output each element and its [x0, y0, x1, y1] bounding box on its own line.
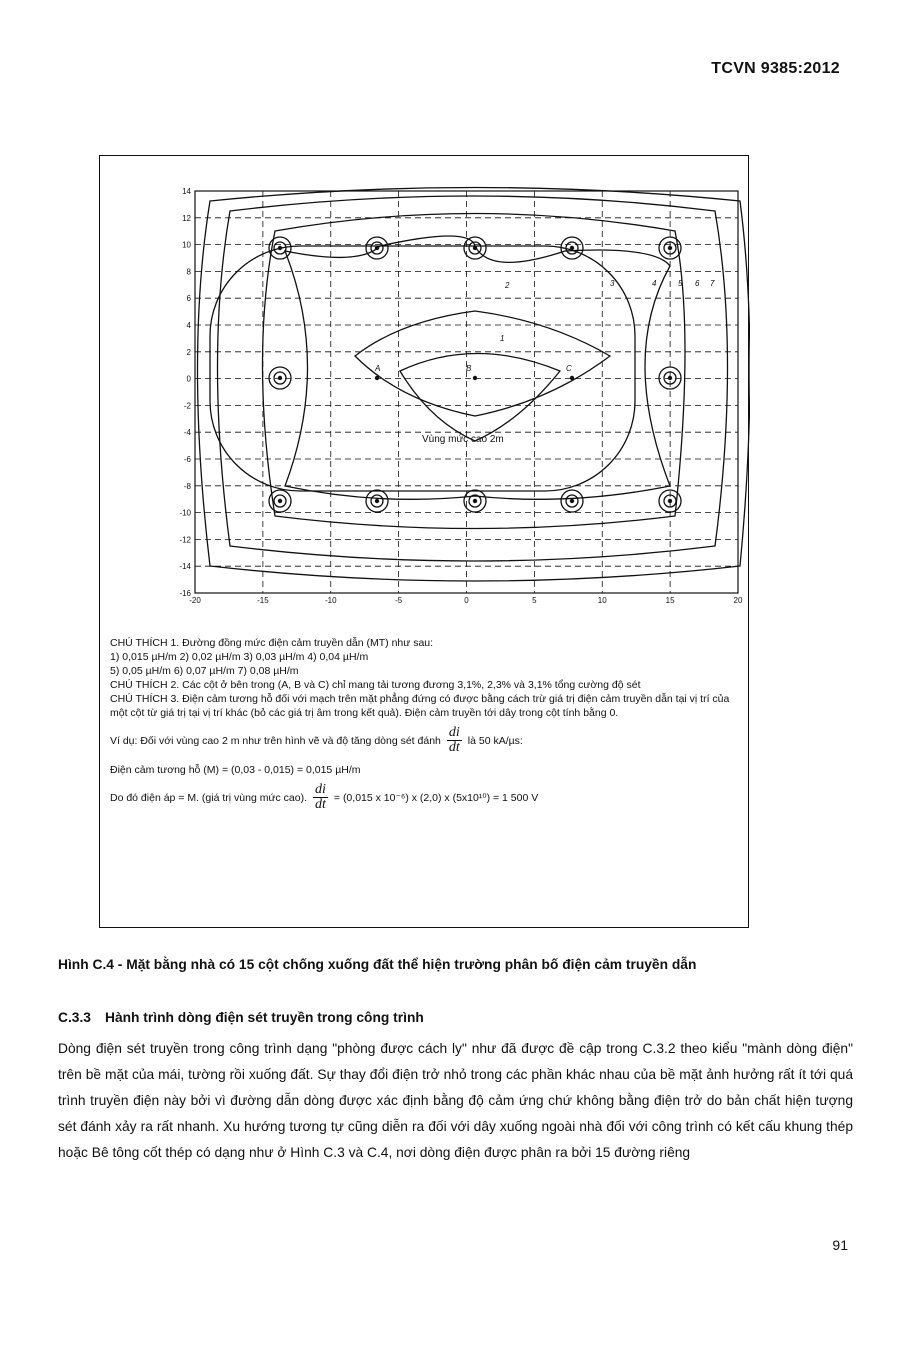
di-dt-fraction-2: [313, 783, 328, 812]
x-tick-label: -20: [189, 596, 201, 605]
contour-number: 2: [505, 281, 510, 290]
y-tick-label: -16: [179, 589, 191, 598]
column-marker: [464, 237, 486, 259]
column-marker: [464, 490, 486, 512]
page-number: 91: [832, 1237, 848, 1253]
column-marker: [473, 376, 477, 380]
y-tick-label: -10: [179, 508, 191, 518]
y-axis-ticks: [179, 187, 191, 598]
figure-notes: [110, 636, 740, 812]
contour-2: [263, 214, 686, 529]
region-label: Vùng mức cao 2m: [422, 434, 504, 445]
y-tick-label: 2: [186, 347, 191, 357]
x-tick-label: -15: [257, 596, 269, 605]
di-dt-fraction: [447, 726, 462, 755]
body-paragraph: [58, 1036, 853, 1166]
contour-plot: [100, 156, 750, 626]
y-tick-label: -6: [183, 455, 191, 464]
section-title: Hành trình dòng điện sét truyền trong công trình: [104, 1010, 424, 1025]
x-tick-label: -5: [395, 596, 403, 605]
note-2: CHÚ THÍCH 2. Các cột ở bên trong (A, B và C) chỉ mang tải tương đương 3,1%, 2,3% và 3,1% tổng cường độ sét: [110, 679, 641, 691]
column-marker: [366, 490, 388, 512]
y-tick-label: 14: [182, 187, 191, 196]
note-1-row-1: 1) 0,015 µH/m 2) 0,02 µH/m 3) 0,03 µH/m 4) 0,04 µH/m: [110, 651, 369, 663]
section-heading: [58, 1010, 438, 1025]
column-label-c: C: [566, 364, 572, 373]
frac-denominator-2: dt: [315, 797, 326, 812]
x-axis-ticks: [189, 596, 743, 605]
column-marker: [269, 367, 291, 389]
contour-number: 3: [610, 279, 615, 288]
example-rate: là 50 kA/µs:: [467, 734, 523, 747]
y-tick-label: -2: [183, 401, 191, 411]
column-marker: [561, 490, 583, 512]
voltage-text: Do đó điện áp = M. (giá trị vùng mức cao).: [110, 791, 307, 804]
y-tick-label: -12: [179, 535, 191, 545]
section-number: C.3.3: [58, 1010, 91, 1025]
y-tick-label: 4: [186, 321, 191, 330]
column-marker: [570, 376, 574, 380]
note-1: CHÚ THÍCH 1. Đường đồng mức điện cảm truyền dẫn (MT) như sau:: [110, 637, 434, 649]
x-tick-label: 15: [665, 596, 675, 605]
note-1-row-2: 5) 0,05 µH/m 6) 0,07 µH/m 7) 0,08 µH/m: [110, 665, 299, 677]
figure-frame: [99, 155, 749, 928]
figure-caption: Hình C.4 - Mặt bằng nhà có 15 cột chống xuống đất thể hiện trường phân bố điện cảm truyền dẫn: [58, 957, 697, 972]
frac-numerator-2: di: [315, 782, 326, 797]
example-text: Ví dụ: Đối với vùng cao 2 m như trên hình vẽ và độ tăng dòng sét đánh: [110, 734, 441, 747]
y-tick-label: 0: [186, 374, 191, 384]
y-tick-label: -14: [179, 562, 191, 572]
voltage-result: = (0,015 x 10⁻⁶) x (2,0) x (5x10¹⁰) = 1 500 V: [333, 791, 539, 804]
body-text: Dòng điện sét truyền trong công trình dạng "phòng được cách ly" như đã được đề cập trong C.3.2 theo kiểu "mành dòng điện" trên bề mặt của mái, tường rồi xuống đất. Sự thay đổi điện trở nhỏ trong các phần khác nhau của bề mặt ảnh hưởng rất ít tới quá trình truyền điện này bởi vì đường dẫn dòng được xác định bằng độ cảm ứng chứ không bằng điện trở do bản chất hiện tượng sét đánh xảy ra rất nhanh. Xu hướng tương tự cũng diễn ra đối với dây xuống ngoài nhà đối với công trình có kết cấu khung thép hoặc Bê tông cốt thép có dạng như ở Hình C.3 và C.4, nơi dòng điện được phân ra bởi 15 đường riêng: [58, 1041, 853, 1160]
y-tick-label: 6: [186, 294, 191, 304]
column-marker: [366, 237, 388, 259]
y-tick-label: -4: [183, 428, 191, 438]
column-label-a: A: [375, 364, 381, 373]
contour-number: 6: [695, 279, 700, 288]
frac-denominator: dt: [448, 740, 460, 755]
contour-6: [400, 354, 560, 442]
x-tick-label: 5: [532, 596, 537, 605]
contour-number: 7: [710, 279, 715, 288]
contour-number: 4: [652, 279, 657, 288]
y-tick-label: 8: [186, 267, 191, 277]
column-labels: [374, 364, 572, 373]
y-tick-label: 10: [182, 240, 191, 250]
y-tick-label: 12: [182, 213, 191, 223]
x-tick-label: 20: [733, 596, 743, 605]
column-label-b: B: [466, 364, 472, 373]
plot-grid: [195, 191, 738, 593]
frac-numerator: di: [448, 725, 460, 740]
x-tick-label: -10: [324, 596, 337, 605]
contour-number: 5: [678, 279, 683, 288]
y-tick-label: -8: [183, 481, 191, 491]
voltage-line: [110, 783, 740, 812]
column-marker: [375, 376, 379, 380]
mutual-inductance: Điện cảm tương hỗ (M) = (0,03 - 0,015) = 0,015 µH/m: [110, 764, 361, 776]
x-tick-label: 10: [597, 596, 607, 605]
document-header: TCVN 9385:2012: [711, 60, 840, 77]
note-3: CHÚ THÍCH 3. Điện cảm tương hỗ đối với mạch trên mặt phẳng đứng có được bằng cách trừ giá trị điện cảm truyền dẫn tại vị trí của một cột từ giá trị tại vị trí khác (bỏ các giá trị âm trong kết quả). Điện cảm truyền tới dây trong cột tính bằng 0.: [110, 693, 730, 719]
contour-number: 1: [500, 334, 505, 343]
x-tick-label: 0: [464, 596, 469, 605]
example-line: [110, 726, 740, 755]
